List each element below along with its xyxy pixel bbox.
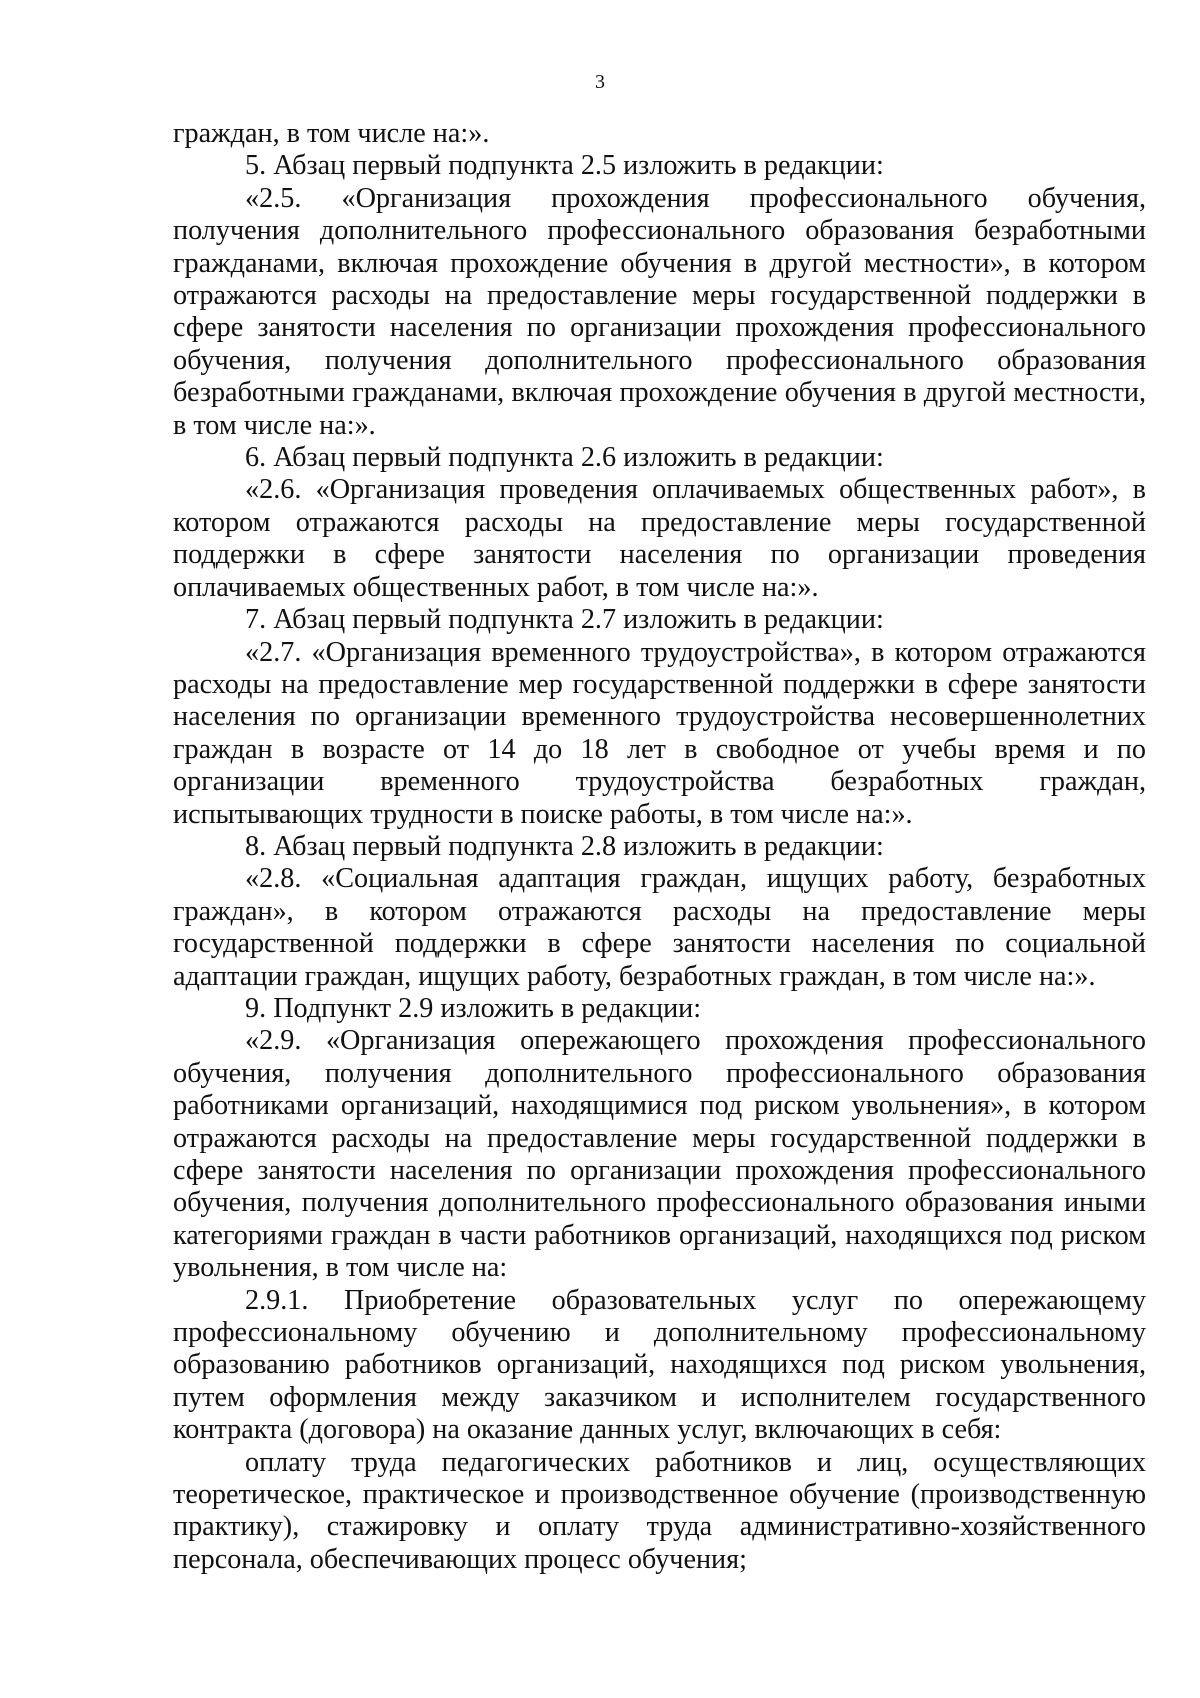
paragraph-item-6-heading: 6. Абзац первый подпункта 2.6 изложить в редакции:: [245, 442, 884, 474]
paragraph-2-7-text: «2.7. «Организация временного трудоустройства», в котором отражаются расходы на предоставление мер государственной поддержки в сфере занятости населения по организации временного трудоустройства несовершеннолетних граждан в возрасте от 14 до 18 лет в свободное от учебы время и по организации временного трудоустройства безработных граждан, испытывающих трудности в поиске работы, в том числе на:».: [173, 636, 1146, 830]
paragraph-continuation: граждан, в том числе на:».: [173, 118, 490, 149]
paragraph-item-8-heading: 8. Абзац первый подпункта 2.8 изложить в редакции:: [245, 830, 884, 862]
paragraph-2-6-text: «2.6. «Организация проведения оплачиваемых общественных работ», в котором отражаются расходы на предоставление меры государственной поддержки в сфере занятости населения по организации проведения оплачиваемых общественных работ, в том числе на:».: [173, 474, 1146, 603]
paragraph-2-9-text: «2.9. «Организация опережающего прохождения профессионального обучения, получения дополнительного профессионального образования работниками организаций, находящимися под риском увольнения», в котором отражаются расходы на предоставление меры государственной поддержки в сфере занятости населения по организации прохождения профессионального обучения, получения дополнительного профессионального образования иными категориями граждан в части работников организаций, находящихся под риском увольнения, в том числе на:: [173, 1025, 1146, 1284]
paragraph-item-7-heading: 7. Абзац первый подпункта 2.7 изложить в редакции:: [245, 604, 884, 636]
paragraph-item-9-heading: 9. Подпункт 2.9 изложить в редакции:: [245, 992, 702, 1024]
page-number: 3: [595, 71, 605, 93]
document-body: [173, 118, 1146, 1576]
paragraph-2-9-1-text: 2.9.1. Приобретение образовательных услуг по опережающему профессиональному обучению и дополнительному профессиональному образованию работников организаций, находящихся под риском увольнения, путем оформления между заказчиком и исполнителем государственного контракта (договора) на оказание данных услуг, включающих в себя:: [173, 1284, 1146, 1446]
paragraph-item-5-heading: 5. Абзац первый подпункта 2.5 изложить в редакции:: [245, 150, 884, 182]
paragraph-2-5-text: «2.5. «Организация прохождения профессионального обучения, получения дополнительного профессионального образования безработными гражданами, включая прохождение обучения в другой местности», в котором отражаются расходы на предоставление меры государственной поддержки в сфере занятости населения по организации прохождения профессионального обучения, получения дополнительного профессионального образования безработными гражданами, включая прохождение обучения в другой местности, в том числе на:».: [173, 182, 1146, 441]
paragraph-payment-text: оплату труда педагогических работников и лиц, осуществляющих теоретическое, практическое и производственное обучение (производственную практику), стажировку и оплату труда административно-хозяйственного персонала, обеспечивающих процесс обучения;: [173, 1446, 1146, 1575]
paragraph-2-8-text: «2.8. «Социальная адаптация граждан, ищущих работу, безработных граждан», в котором отражаются расходы на предоставление меры государственной поддержки в сфере занятости населения по социальной адаптации граждан, ищущих работу, безработных граждан, в том числе на:».: [173, 863, 1146, 992]
